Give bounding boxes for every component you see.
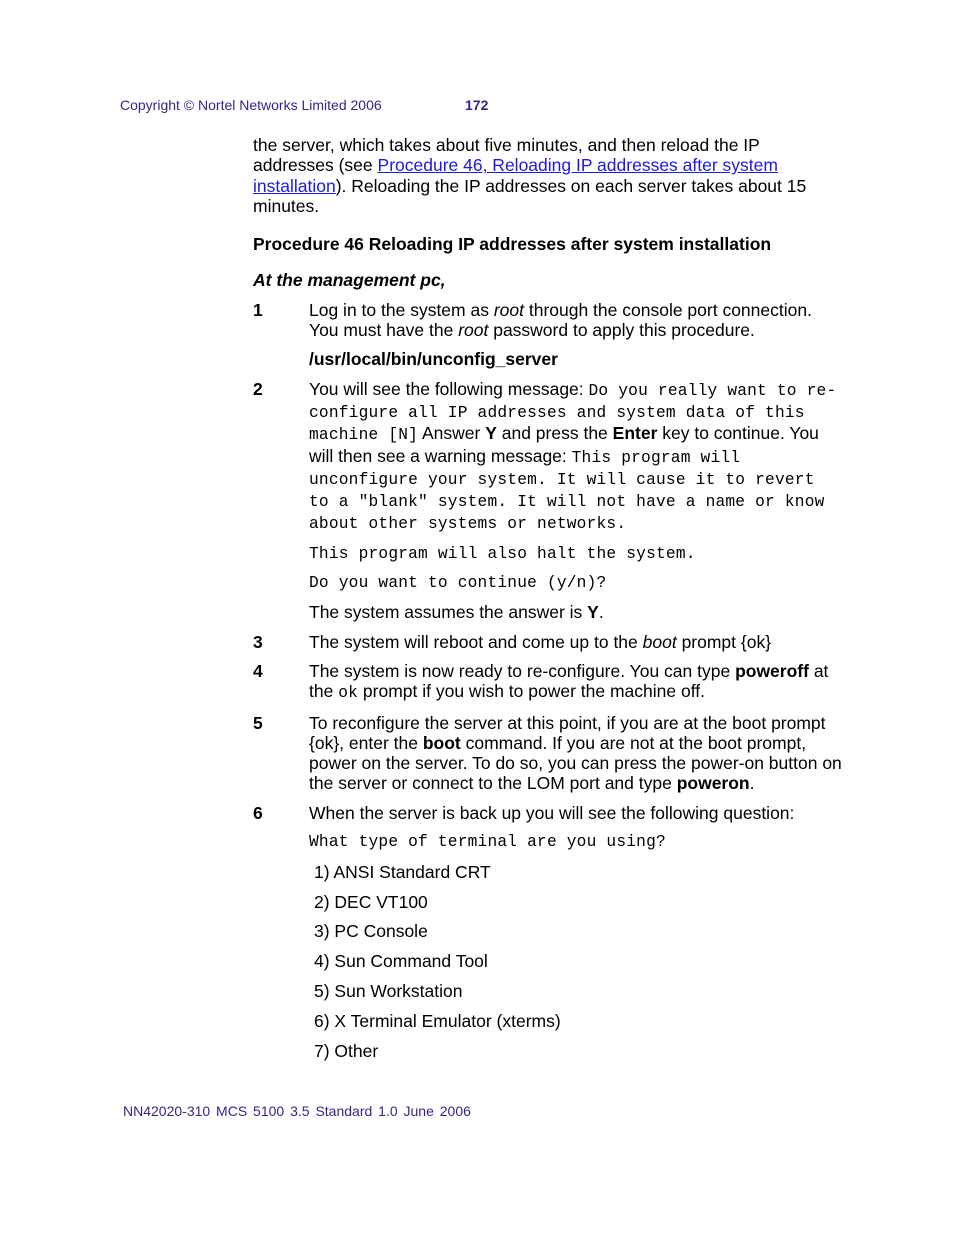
- step-text: .: [598, 602, 604, 623]
- procedure-context: At the management pc,: [253, 270, 446, 291]
- step-text: The system is now ready to re-configure. You can type: [309, 660, 736, 681]
- command-text: /usr/local/bin/unconfig_server: [309, 349, 558, 370]
- step-5: [253, 713, 843, 794]
- step-text: command. If you are not at the boot prompt, power on the server. To do so, you can press the power-on button on the server or connect to the LOM port and type: [309, 732, 842, 794]
- step-italic: root: [458, 320, 489, 341]
- step-italic: root: [493, 299, 524, 320]
- step-text: When the server is back up you will see the following question:: [309, 802, 795, 823]
- step-bold: poweroff: [735, 660, 809, 681]
- step-bold: Enter: [612, 423, 658, 444]
- step-1: [253, 300, 843, 341]
- terminal-option: 6) X Terminal Emulator (xterms): [314, 1010, 561, 1031]
- step-bold: Y: [485, 423, 497, 444]
- step-number: 1: [253, 299, 263, 320]
- console-warning: This program will unconfigure your system. It will cause it to revert to a "blank" system. It will not have a name or know about other systems or networks.: [309, 448, 825, 534]
- step-bold: Y: [587, 602, 599, 623]
- terminal-option: 7) Other: [314, 1040, 379, 1061]
- step-text: .: [749, 773, 755, 794]
- step-text: prompt {ok}: [676, 631, 772, 652]
- step-text: To reconfigure the server at this point, if you are at the boot prompt {ok}, enter the: [309, 712, 826, 753]
- footer-doc-info: NN42020-310 MCS 5100 3.5 Standard 1.0 June 2006: [123, 1103, 471, 1119]
- intro-paragraph: [253, 135, 843, 216]
- step-text: through the console port connection. You must have the: [309, 299, 812, 341]
- step-text: and press the: [496, 423, 613, 444]
- intro-text: the server, which takes about five minutes, and then reload the IP addresses (see: [253, 135, 760, 176]
- terminal-option: 1) ANSI Standard CRT: [314, 861, 491, 882]
- step-text: password to apply this procedure.: [488, 320, 755, 341]
- page-number: 172: [465, 97, 489, 113]
- terminal-option: 4) Sun Command Tool: [314, 951, 488, 972]
- step-number: 3: [253, 631, 263, 652]
- step-number: 5: [253, 712, 263, 733]
- intro-text-end: ). Reloading the IP addresses on each server takes about 15 minutes.: [253, 175, 807, 216]
- terminal-option: 5) Sun Workstation: [314, 981, 463, 1001]
- console-message: Do you really want to re-configure all IP addresses and system data of this machine [N]: [309, 381, 837, 445]
- procedure-title: Procedure 46 Reloading IP addresses after system installation: [253, 234, 772, 255]
- step-2: [253, 379, 843, 535]
- step-text: Log in to the system as: [309, 299, 494, 320]
- step-text: prompt if you wish to power the machine off.: [358, 681, 705, 702]
- terminal-type-question: What type of terminal are you using?: [309, 833, 666, 852]
- step-6: [253, 803, 843, 823]
- step-text: You will see the following message:: [309, 378, 589, 399]
- step-number: 2: [253, 378, 263, 399]
- console-continue-prompt: Do you want to continue (y/n)?: [309, 574, 607, 593]
- step-text: key to continue. You will then see a warning message:: [309, 423, 819, 466]
- step-text: The system assumes the answer is: [309, 602, 588, 623]
- step-bold: poweron: [676, 773, 750, 794]
- step-number: 4: [253, 660, 263, 681]
- step-text: Answer: [418, 423, 486, 444]
- procedure-46-link[interactable]: Procedure 46, Reloading IP addresses after system installation: [253, 155, 778, 196]
- page-content: [253, 135, 843, 1061]
- console-prompt: ok: [338, 684, 359, 703]
- console-halt-message: This program will also halt the system.: [309, 544, 696, 563]
- terminal-option: 3) PC Console: [314, 921, 428, 942]
- header-copyright: Copyright © Nortel Networks Limited 2006: [120, 97, 382, 113]
- answer-note: [253, 602, 843, 622]
- terminal-option: 2) DEC VT100: [314, 891, 428, 912]
- step-bold: boot: [422, 732, 461, 753]
- step-4: [253, 661, 843, 704]
- step-3: [253, 632, 843, 652]
- step-number: 6: [253, 802, 263, 823]
- step-text: at the: [309, 660, 829, 702]
- step-italic: boot: [642, 631, 677, 652]
- step-text: The system will reboot and come up to the: [309, 631, 643, 652]
